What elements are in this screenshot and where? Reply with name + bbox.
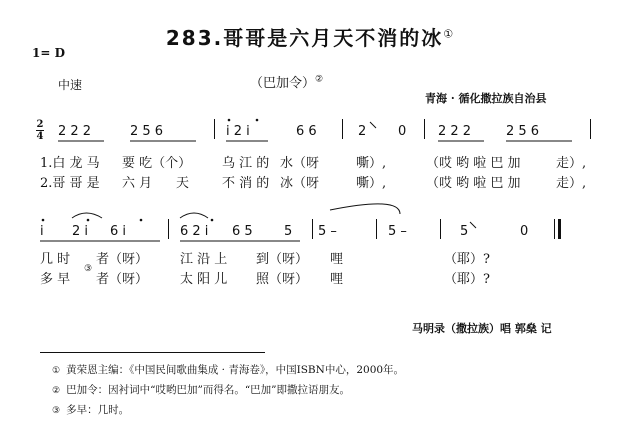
footnote-text: 多早：几时。 (66, 404, 130, 416)
slur (180, 213, 208, 218)
line2-verse1-d: 到（呀） (256, 252, 309, 267)
line2-verse2-e: 哩 (330, 272, 344, 287)
performer-credit: 马明录（撒拉族）唱 郭燊 记 (412, 322, 552, 335)
line1-verse2-e: 冰（呀 (280, 176, 320, 191)
line2-verse1-b: 者（呀） (96, 252, 149, 267)
line1-measure3a: 2 (358, 124, 367, 139)
line1-verse2-b: 六 月 (122, 176, 153, 191)
line1-verse1-d: 水（呀 (280, 156, 320, 171)
line2-note-j: 0 (520, 224, 529, 239)
line1-verse2-f: 嘶）, (356, 176, 387, 191)
song-title (0, 22, 621, 51)
song-title-text: 哥哥是六月天不消的冰 (223, 26, 444, 50)
footnote-3 (52, 402, 129, 417)
line1-measure2b: 6 6 (296, 124, 317, 139)
line2-note-b: 2 i (72, 224, 89, 239)
barline (590, 119, 591, 139)
footnote-mark: ① (52, 366, 61, 376)
line2-note-g: 5 – (318, 224, 337, 239)
line2-verse2-b: 者（呀） (96, 272, 149, 287)
slur (330, 204, 400, 214)
line2-verse1-e: 哩 (330, 252, 344, 267)
octave-dot (42, 219, 45, 222)
line2-note-h: 5 – (388, 224, 407, 239)
barline (214, 119, 215, 139)
footnote-text: 巴加令：因衬词中“哎哟巴加”而得名。“巴加”即撒拉语朋友。 (66, 384, 351, 396)
barline (554, 219, 555, 239)
octave-dot (87, 219, 90, 222)
line1-measure4b: 2 5 6 (506, 124, 540, 139)
line2-verse2-f: （耶）? (444, 272, 490, 287)
footnote-rule (40, 352, 265, 353)
region-label: 青海 · 循化撒拉族自治县 (425, 92, 547, 105)
time-signature-bottom: 4 (36, 131, 44, 142)
line1-verse2-d: 不 消 的 (222, 176, 270, 191)
song-subtitle (250, 72, 323, 91)
subtitle-text: （巴加令） (250, 76, 316, 91)
line1-measure2a: i 2 i (226, 124, 250, 139)
line2-verse2-d: 照（呀） (256, 272, 309, 287)
key-signature: 1= D (32, 46, 65, 60)
line1-verse1-b: 要 吃（个） (122, 156, 192, 171)
breath-mark (370, 122, 376, 128)
line1-measure1a: 2 2 2 (58, 124, 92, 139)
final-barline (558, 219, 561, 239)
line1-verse1-c: 乌 江 的 (222, 156, 270, 171)
slur (72, 213, 102, 218)
line1-verse1-a: 1.白 龙 马 (40, 156, 100, 171)
line1-verse1-g: 走）, (556, 156, 587, 171)
barline (342, 119, 343, 139)
line1-verse2-c: 天 (176, 176, 190, 191)
line2-verse1-f: （耶）? (444, 252, 490, 267)
line2-verse2-mark: ③ (84, 264, 93, 274)
footnote-text: 黄荣恩主编：《中国民间歌曲集成 · 青海卷》，中国ISBN中心，2000年。 (66, 364, 405, 376)
line2-verse2-c: 太 阳 儿 (180, 272, 228, 287)
line2-verse2-a: 多 早 (40, 272, 71, 287)
line1-verse1-e: 嘶）, (356, 156, 387, 171)
line2-note-i: 5 (460, 224, 469, 239)
subtitle-footnote-mark: ② (315, 74, 324, 85)
barline (376, 219, 377, 239)
line1-verse1-f: （哎 哟 啦 巴 加 (426, 156, 521, 171)
line1-measure3b: 0 (398, 124, 407, 139)
song-number: 283. (165, 26, 224, 50)
footnote-mark: ② (52, 386, 61, 396)
footnote-mark: ③ (52, 406, 61, 416)
line1-verse2-h: 走）, (556, 176, 587, 191)
line2-note-e: 6 5 (232, 224, 253, 239)
line1-verse2-a: 2.哥 哥 是 (40, 176, 100, 191)
octave-dot (140, 219, 143, 222)
line2-note-a: i (40, 224, 44, 239)
line2-note-f: 5 (284, 224, 293, 239)
time-signature (36, 120, 44, 141)
barline (424, 119, 425, 139)
line1-measure4a: 2 2 2 (438, 124, 472, 139)
line1-measure1b: 2 5 6 (130, 124, 164, 139)
octave-dot (228, 119, 231, 122)
barline (440, 219, 441, 239)
line2-verse1-c: 江 沿 上 (180, 252, 228, 267)
barline (168, 219, 169, 239)
line2-note-d: 6 2 i (180, 224, 209, 239)
footnote-1 (52, 362, 404, 377)
octave-dot (256, 119, 259, 122)
time-signature-top: 2 (36, 119, 44, 130)
tempo-marking: 中速 (58, 78, 83, 92)
title-footnote-mark: ① (443, 27, 456, 41)
line1-verse2-g: （哎 哟 啦 巴 加 (426, 176, 521, 191)
breath-mark (470, 222, 476, 228)
octave-dot (211, 219, 214, 222)
line2-verse1-a: 几 时 (40, 252, 71, 267)
barline (312, 219, 313, 239)
line2-note-c: 6 i (110, 224, 127, 239)
footnote-2 (52, 382, 350, 397)
